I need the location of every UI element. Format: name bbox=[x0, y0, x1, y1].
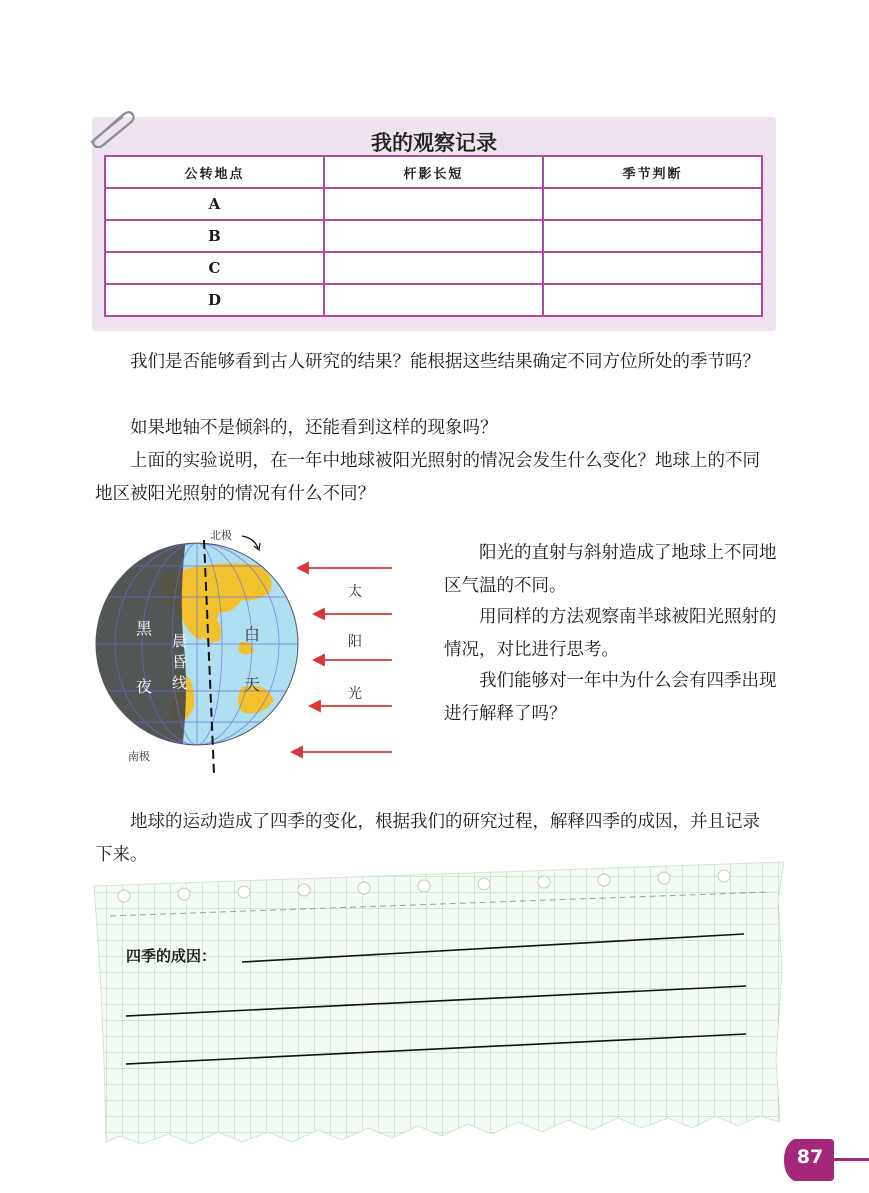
season-cell[interactable] bbox=[543, 188, 762, 220]
paragraph-experiment: 上面的实验说明，在一年中地球被阳光照射的情况会发生什么变化？地球上的不同地区被阳光照射的情况有什么不同？ bbox=[95, 451, 760, 504]
page-number: 87 bbox=[796, 1146, 824, 1168]
night-label-2: 夜 bbox=[136, 677, 153, 696]
paragraph-earth-motion: 地球的运动造成了四季的变化，根据我们的研究过程，解释四季的成因，并且记录下来。 bbox=[95, 812, 760, 865]
row-label: D bbox=[105, 284, 324, 316]
table-row bbox=[105, 252, 762, 284]
shadow-cell[interactable] bbox=[324, 188, 543, 220]
sunlight-arrows bbox=[292, 563, 392, 757]
shadow-cell[interactable] bbox=[324, 220, 543, 252]
paragraph-direct-sunlight: 阳光的直射与斜射造成了地球上不同地区气温的不同。 bbox=[444, 543, 777, 596]
earth-sunlight-diagram bbox=[92, 522, 402, 782]
season-cell[interactable] bbox=[543, 284, 762, 316]
sunlight-label-2: 阳 bbox=[348, 634, 362, 650]
night-label-1: 黑 bbox=[136, 619, 153, 638]
sunlight-label-3: 光 bbox=[348, 686, 362, 702]
paperclip-icon bbox=[84, 108, 136, 148]
table-row bbox=[105, 220, 762, 252]
paragraph-four-seasons: 我们能够对一年中为什么会有四季出现进行解释了吗？ bbox=[444, 671, 777, 724]
notebook-paper bbox=[90, 860, 790, 1150]
terminator-label-3: 线 bbox=[172, 674, 188, 692]
row-label: A bbox=[105, 188, 324, 220]
header-shadow-length: 杆影长短 bbox=[324, 156, 543, 188]
record-title: 我的观察记录 bbox=[371, 130, 497, 155]
day-label-1: 白 bbox=[244, 625, 261, 644]
season-cause-label: 四季的成因： bbox=[126, 947, 217, 965]
paragraph-results: 我们是否能够看到古人研究的结果？能根据这些结果确定不同方位所处的季节吗？ bbox=[130, 352, 760, 372]
row-label: C bbox=[105, 252, 324, 284]
table-row bbox=[105, 284, 762, 316]
table-row bbox=[105, 188, 762, 220]
season-cell[interactable] bbox=[543, 252, 762, 284]
season-cell[interactable] bbox=[543, 220, 762, 252]
paragraph-axis: 如果地轴不是倾斜的，还能看到这样的现象吗？ bbox=[130, 418, 498, 438]
header-season-judgment: 季节判断 bbox=[543, 156, 762, 188]
north-pole-label: 北极 bbox=[210, 529, 232, 542]
day-label-2: 天 bbox=[244, 675, 261, 694]
south-pole-label: 南极 bbox=[128, 750, 150, 763]
terminator-label-1: 晨 bbox=[172, 632, 188, 650]
shadow-cell[interactable] bbox=[324, 284, 543, 316]
shadow-cell[interactable] bbox=[324, 252, 543, 284]
globe bbox=[92, 522, 298, 782]
observation-table bbox=[104, 155, 763, 317]
paragraph-southern-hemisphere: 用同样的方法观察南半球被阳光照射的情况，对比进行思考。 bbox=[444, 607, 777, 660]
terminator-label-2: 昏 bbox=[172, 653, 188, 671]
header-orbit-position: 公转地点 bbox=[105, 156, 324, 188]
sunlight-label-1: 太 bbox=[348, 584, 362, 600]
row-label: B bbox=[105, 220, 324, 252]
